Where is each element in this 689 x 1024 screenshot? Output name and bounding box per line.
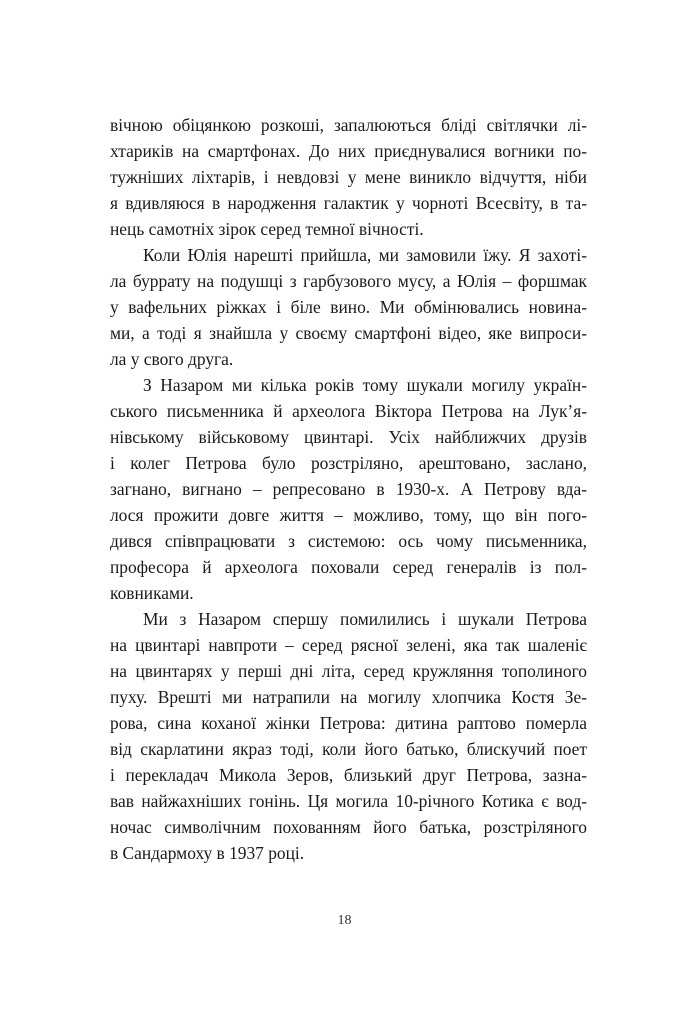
text-line: ми, а тоді я знайшла у своєму смартфоні відео, яке випроси-	[110, 323, 587, 343]
text-line: Коли Юлія нарешті прийшла, ми замовили їжу. Я захоті-	[143, 245, 587, 265]
text-line: і колег Петрова було розстріляно, арештовано, заслано,	[110, 453, 587, 473]
text-line: вічною обіцянкою розкоші, запалюються бліді світлячки лі-	[110, 115, 587, 135]
text-line: ського письменника й археолога Віктора Петрова на Лук’я-	[110, 401, 587, 421]
text-line: З Назаром ми кілька років тому шукали могилу україн-	[143, 375, 587, 395]
text-line: професора й археолога поховали серед генералів із пол-	[110, 557, 587, 577]
text-line: загнано, вигнано – репресовано в 1930-х. А Петрову вда-	[110, 479, 587, 499]
text-line: хтариків на смартфонах. До них приєднувалися вогники по-	[110, 141, 587, 161]
text-line: на цвинтарі навпроти – серед рясної зелені, яка так шаленіє	[110, 635, 587, 655]
body-text	[110, 112, 587, 866]
page-number: 18	[337, 913, 352, 928]
text-line: дився співпрацювати з системою: ось чому письменника,	[110, 531, 587, 551]
text-line: Ми з Назаром спершу помилились і шукали Петрова	[143, 609, 587, 629]
text-line: рова, сина коханої жінки Петрова: дитина раптово померла	[110, 713, 587, 733]
text-line: нець самотніх зірок серед темної вічності.	[110, 219, 424, 239]
text-line: в Сандармоху в 1937 році.	[110, 843, 305, 863]
text-line: від скарлатини якраз тоді, коли його батько, блискучий поет	[110, 739, 587, 759]
paragraph-3	[110, 372, 587, 606]
paragraph-1	[110, 112, 587, 242]
text-line: я вдивляюся в народження галактик у чорноті Всесвіту, в та-	[110, 193, 587, 213]
text-line: у вафельних ріжках і біле вино. Ми обмінювались новина-	[110, 297, 587, 317]
text-line: ковниками.	[110, 583, 194, 603]
text-line: ла буррату на подушці з гарбузового мусу, а Юлія – форшмак	[110, 271, 587, 291]
text-line: ночас символічним похованням його батька, розстріляного	[110, 817, 587, 837]
text-line: тужніших ліхтарів, і невдовзі у мене виникло відчуття, ніби	[110, 167, 587, 187]
text-line: на цвинтарях у перші дні літа, серед кружляння тополиного	[110, 661, 587, 681]
text-line: нівському військовому цвинтарі. Усіх найближчих друзів	[110, 427, 587, 447]
paragraph-2	[110, 242, 587, 372]
text-line: і перекладач Микола Зеров, близький друг Петрова, зазна-	[110, 765, 587, 785]
text-line: лося прожити довге життя – можливо, тому, що він пого-	[110, 505, 587, 525]
text-line: ла у свого друга.	[110, 349, 234, 369]
paragraph-4	[110, 606, 587, 866]
text-line: вав найжахніших гонінь. Ця могила 10-річного Котика є вод-	[110, 791, 587, 811]
text-line: пуху. Врешті ми натрапили на могилу хлопчика Костя Зе-	[110, 687, 587, 707]
